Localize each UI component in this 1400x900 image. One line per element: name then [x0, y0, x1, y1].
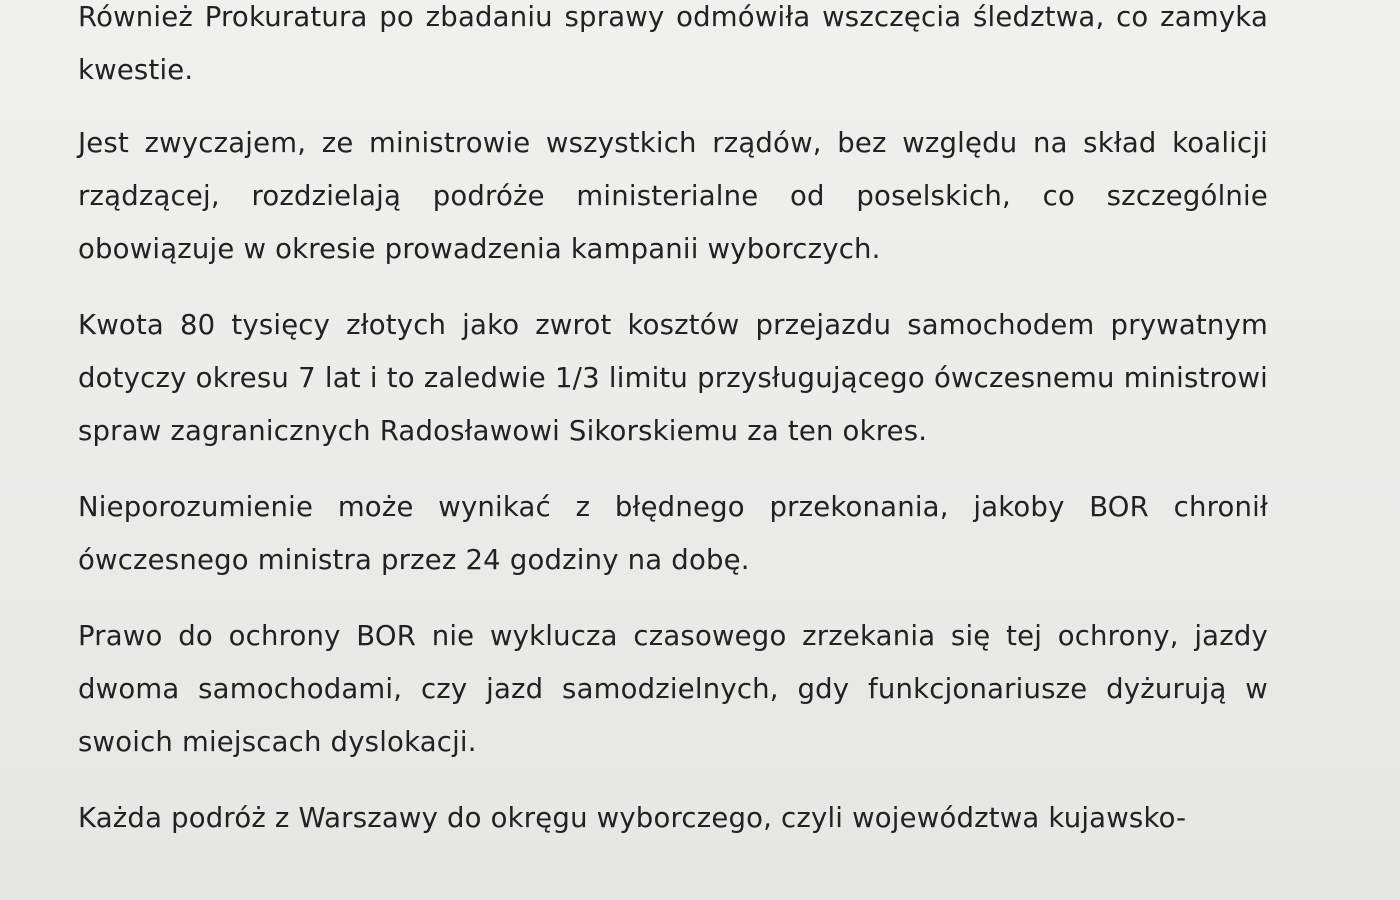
- paragraph-misunderstanding: Nieporozumienie może wynikać z błędnego przekonania, jakoby BOR chronił ówczesnego ministra przez 24 godziny na dobę.: [78, 491, 1268, 576]
- paragraph-amount: Kwota 80 tysięcy złotych jako zwrot kosztów przejazdu samochodem prywatnym dotyczy okresu 7 lat i to zaledwie 1/3 limitu przysługującego ówczesnemu ministrowi spraw zagranicznych Radosławowi Sikorskiemu za ten okres.: [78, 309, 1268, 447]
- paragraph-prosecution: Również Prokuratura po zbadaniu sprawy odmówiła wszczęcia śledztwa, co zamyka kwestie.: [78, 1, 1268, 86]
- paragraph-travel: Każda podróż z Warszawy do okręgu wyborczego, czyli województwa kujawsko-: [78, 802, 1187, 834]
- paragraph-bor-protection: Prawo do ochrony BOR nie wyklucza czasowego zrzekania się tej ochrony, jazdy dwoma samochodami, czy jazd samodzielnych, gdy funkcjonariusze dyżurują w swoich miejscach dyslokacji.: [78, 620, 1268, 758]
- paragraph-custom: Jest zwyczajem, ze ministrowie wszystkich rządów, bez względu na skład koalicji rządzącej, rozdzielają podróże ministerialne od poselskich, co szczególnie obowiązuje w okresie prowadzenia kampanii wyborczych.: [78, 127, 1268, 265]
- document-body: [78, 0, 1268, 868]
